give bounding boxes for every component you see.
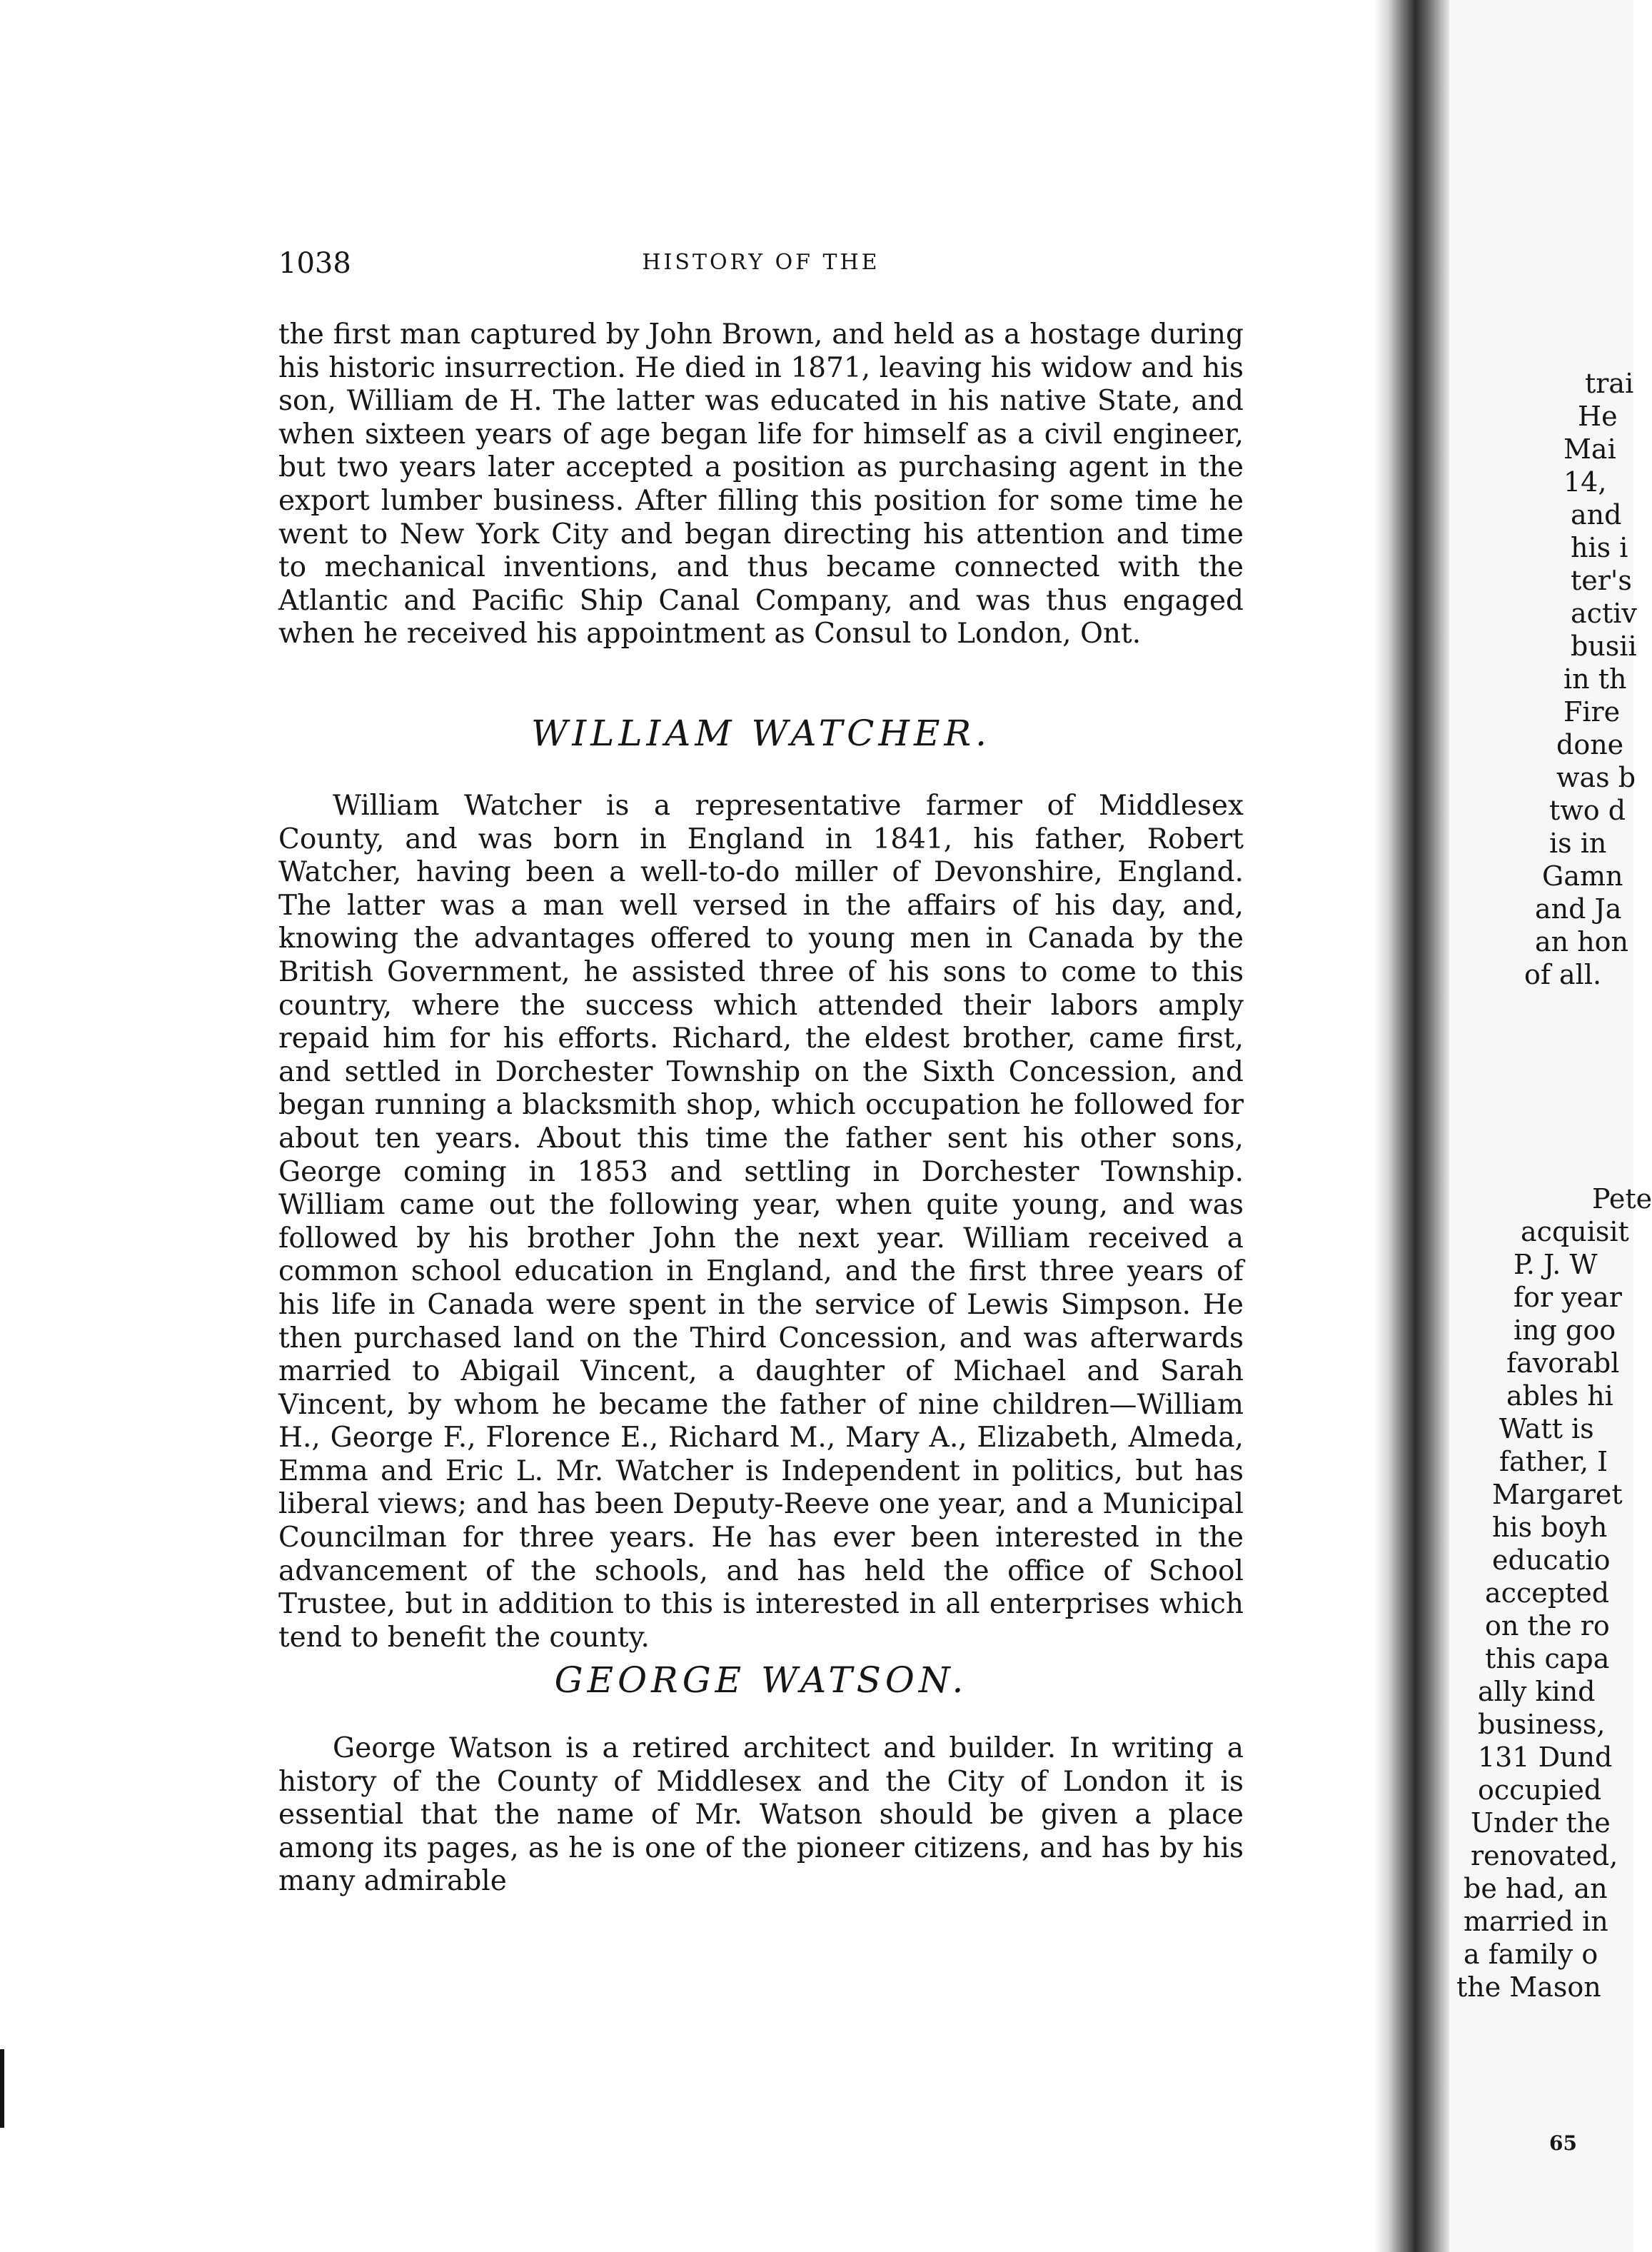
- facing-page-line: He: [1578, 401, 1618, 432]
- section-heading-watson: GEORGE WATSON.: [554, 1659, 968, 1701]
- facing-page-line: favorabl: [1506, 1347, 1620, 1379]
- facing-page-line: of all.: [1524, 959, 1602, 990]
- facing-page-line: Mai: [1563, 433, 1616, 465]
- intro-paragraph: the first man captured by John Brown, and held as a hostage during his historic insurrection. He died in 1871, leaving his widow and his son, William de H. The latter was educated in his native State, and when sixteen years of age began life for himself as a civil engineer, but two years later accepted a position as purchasing agent in the export lumber business. After filling this position for some time he went to New York City and began directing his attention and time to mechanical inventions, and thus became connected with the Atlantic and Pacific Ship Canal Company, and was thus engaged when he received his appointment as Consul to London, Ont.: [278, 318, 1244, 650]
- facing-page-line: activ: [1571, 598, 1637, 629]
- facing-page-line: 131 Dund: [1478, 1741, 1613, 1773]
- facing-page-line: Margaret: [1492, 1479, 1623, 1510]
- facing-page-line: ter's: [1571, 565, 1632, 596]
- watcher-text-block: [278, 790, 1244, 1654]
- watcher-paragraph: William Watcher is a representative farmer of Middlesex County, and was born in England in 1841, his father, Robert Watcher, having been a well-to-do miller of Devonshire, England. The latter was a man well versed in the affairs of his day, and, knowing the advantages offered to young men in Canada by the British Government, he assisted three of his sons to come to this country, where the success which attended their labors amply repaid him for his efforts. Richard, the eldest brother, came first, and settled in Dorchester Township on the Sixth Concession, and began running a blacksmith shop, which occupation he followed for about ten years. About this time the father sent his other sons, George coming in 1853 and settling in Dorchester Township. William came out the following year, when quite young, and was followed by his brother John the next year. William received a common school education in England, and the first three years of his life in Canada were spent in the service of Lewis Simpson. He then purchased land on the Third Concession, and was afterwards married to Abigail Vincent, a daughter of Michael and Sarah Vincent, by whom he became the father of nine children—William H., George F., Florence E., Richard M., Mary A., Elizabeth, Almeda, Emma and Eric L. Mr. Watcher is Independent in politics, but has liberal views; and has been Deputy-Reeve one year, and a Municipal Councilman for three years. He has ever been interested in the advancement of the schools, and has held the office of School Trustee, but in addition to this is interested in all enterprises which tend to benefit the county.: [278, 790, 1244, 1654]
- facing-page-line: acquisit: [1521, 1216, 1629, 1247]
- facing-page-line: educatio: [1492, 1544, 1611, 1576]
- facing-page-line: married in: [1464, 1906, 1608, 1937]
- facing-page-line: business,: [1478, 1709, 1606, 1740]
- facing-page-line: his boyh: [1492, 1512, 1608, 1543]
- facing-page-line: renovated,: [1471, 1840, 1618, 1871]
- facing-page-line: Under the: [1471, 1807, 1611, 1839]
- watson-paragraph: George Watson is a retired architect and builder. In writing a history of the County of Middlesex and the City of London it is essential that the name of Mr. Watson should be given a place among its pages, as he is one of the pioneer citizens, and has by his many admirable: [278, 1732, 1244, 1898]
- facing-page-line: occupied: [1478, 1774, 1602, 1806]
- facing-page-line: done: [1556, 729, 1624, 760]
- section-heading-watcher: WILLIAM WATCHER.: [530, 713, 992, 754]
- facing-page-line: his i: [1571, 532, 1628, 563]
- facing-page-line: Pete: [1592, 1183, 1652, 1215]
- facing-page-line: on the ro: [1485, 1610, 1610, 1642]
- facing-page-line: and Ja: [1535, 893, 1622, 925]
- book-gutter-shadow: [1374, 0, 1449, 2252]
- facing-page-line: for year: [1514, 1282, 1622, 1313]
- facing-page-line: in th: [1563, 663, 1627, 695]
- facing-page-line: is in: [1549, 828, 1607, 859]
- facing-page-line: Fire: [1563, 696, 1621, 728]
- facing-page-line: 14,: [1563, 466, 1607, 498]
- facing-page-folio: 65: [1549, 2131, 1577, 2155]
- facing-page-line: P. J. W: [1514, 1249, 1598, 1280]
- facing-page-line: busii: [1571, 630, 1637, 662]
- facing-page-line: be had, an: [1464, 1873, 1608, 1904]
- facing-page: [1449, 0, 1652, 2252]
- page-number: 1038: [278, 247, 351, 280]
- facing-page-line: Watt is: [1499, 1413, 1594, 1444]
- scan-edge-mark: [0, 2049, 4, 2128]
- facing-page-line: ally kind: [1478, 1676, 1596, 1707]
- facing-page-line: an hon: [1535, 926, 1629, 957]
- facing-page-line: and: [1571, 499, 1622, 531]
- facing-page-line: ables hi: [1506, 1380, 1613, 1412]
- watson-text-block: [278, 1732, 1244, 1899]
- facing-page-line: trai: [1585, 368, 1634, 399]
- facing-page-line: a family o: [1464, 1939, 1598, 1970]
- running-head: HISTORY OF THE: [642, 250, 880, 275]
- intro-text-block: [278, 318, 1244, 651]
- facing-page-line: this capa: [1485, 1643, 1610, 1674]
- facing-page-line: was b: [1556, 762, 1636, 793]
- page-header: [278, 247, 1244, 290]
- facing-page-line: father, I: [1499, 1446, 1608, 1477]
- facing-page-line: ing goo: [1514, 1314, 1616, 1346]
- facing-page-line: two d: [1549, 795, 1626, 826]
- facing-page-line: accepted: [1485, 1577, 1610, 1609]
- facing-page-line: Gamn: [1542, 860, 1623, 892]
- facing-page-line: the Mason: [1456, 1971, 1601, 2003]
